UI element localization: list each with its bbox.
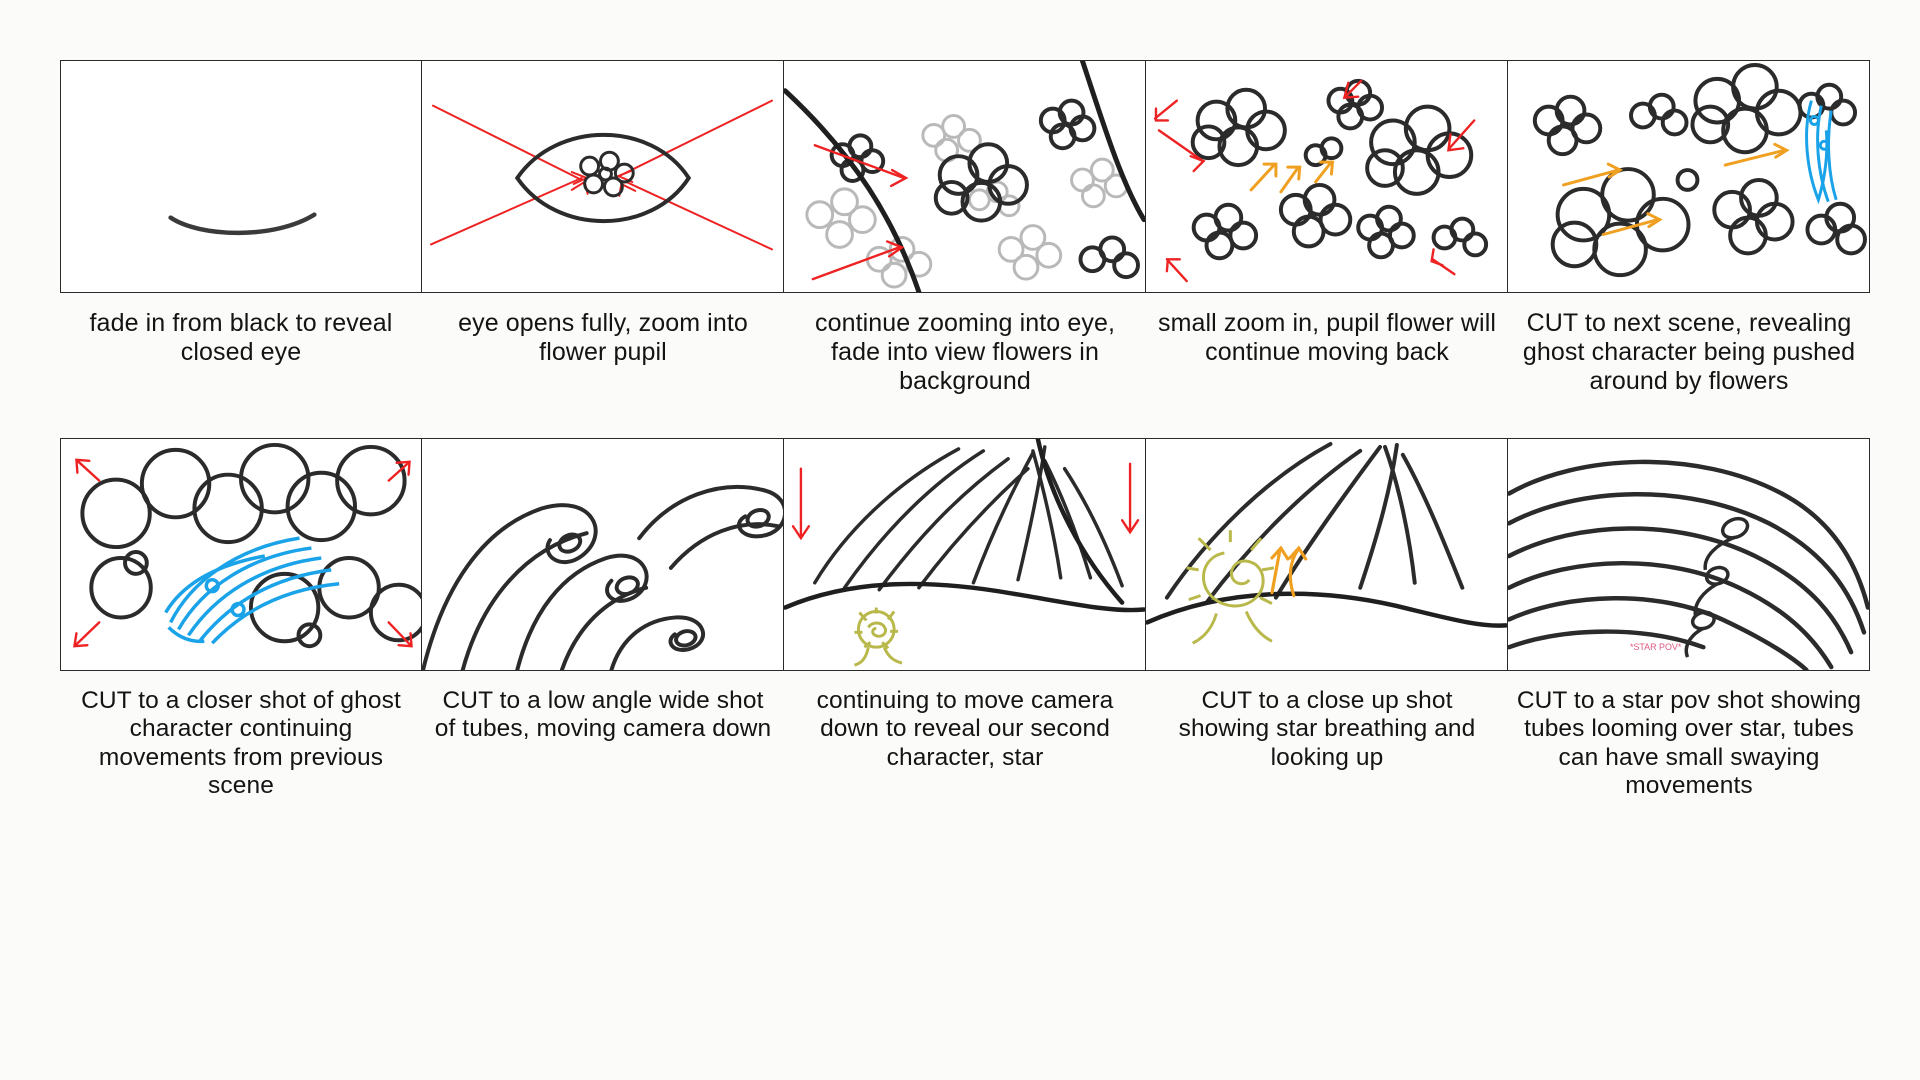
ghost-closeup-icon xyxy=(61,439,421,670)
star-pov-tubes-icon xyxy=(1508,439,1869,670)
storyboard-panel-6[interactable] xyxy=(60,438,422,801)
panel-5-caption: CUT to next scene, revealing ghost character being pushed around by flowers xyxy=(1522,309,1856,395)
panel-7-frame[interactable] xyxy=(422,438,784,671)
storyboard-row-2 xyxy=(60,438,1860,801)
ghost-reveal-icon xyxy=(1508,61,1869,292)
panel-8-caption: continuing to move camera down to reveal our second character, star xyxy=(816,687,1114,771)
panel-2-caption: eye opens fully, zoom into flower pupil xyxy=(458,309,748,366)
tubes-low-angle-icon xyxy=(422,439,783,670)
star-closeup-icon xyxy=(1146,439,1507,670)
panel-6-frame[interactable] xyxy=(60,438,422,671)
panel-9-frame[interactable] xyxy=(1146,438,1508,671)
open-eye-flower-pupil-icon xyxy=(422,61,783,292)
panel-3-frame[interactable] xyxy=(784,60,1146,293)
panel-8-frame[interactable] xyxy=(784,438,1146,671)
panel-10-frame[interactable] xyxy=(1508,438,1870,671)
panel-2-frame[interactable] xyxy=(422,60,784,293)
reveal-star-icon xyxy=(784,439,1145,670)
storyboard-panel-4[interactable] xyxy=(1146,60,1508,367)
panel-4-frame[interactable] xyxy=(1146,60,1508,293)
panel-6-caption: CUT to a closer shot of ghost character continuing movements from previous scene xyxy=(81,687,401,800)
handwritten-note: *STAR POV* xyxy=(1630,642,1682,653)
panel-1-frame[interactable] xyxy=(60,60,422,293)
storyboard-panel-5[interactable] xyxy=(1508,60,1870,396)
panel-1-caption: fade in from black to reveal closed eye xyxy=(89,309,393,366)
storyboard-panel-1[interactable] xyxy=(60,60,422,367)
storyboard-panel-9[interactable] xyxy=(1146,438,1508,772)
storyboard-panel-8[interactable] xyxy=(784,438,1146,772)
storyboard-panel-10[interactable] xyxy=(1508,438,1870,801)
panel-4-caption: small zoom in, pupil flower will continue moving back xyxy=(1157,309,1497,366)
closed-eye-line-icon xyxy=(61,61,421,292)
flower-field-fading-icon xyxy=(784,61,1145,292)
panel-7-caption: CUT to a low angle wide shot of tubes, moving camera down xyxy=(434,687,772,743)
panel-5-frame[interactable] xyxy=(1508,60,1870,293)
storyboard-panel-7[interactable] xyxy=(422,438,784,744)
storyboard-panel-3[interactable] xyxy=(784,60,1146,396)
storyboard-panel-2[interactable] xyxy=(422,60,784,367)
panel-3-caption: continue zooming into eye, fade into view flowers in background xyxy=(814,309,1115,395)
panel-9-caption: CUT to a close up shot showing star breathing and looking up xyxy=(1178,687,1476,771)
panel-10-caption: CUT to a star pov shot showing tubes looming over star, tubes can have small swaying movements xyxy=(1516,687,1862,800)
storyboard-row-1 xyxy=(60,60,1860,396)
flower-field-zoom-icon xyxy=(1146,61,1507,292)
